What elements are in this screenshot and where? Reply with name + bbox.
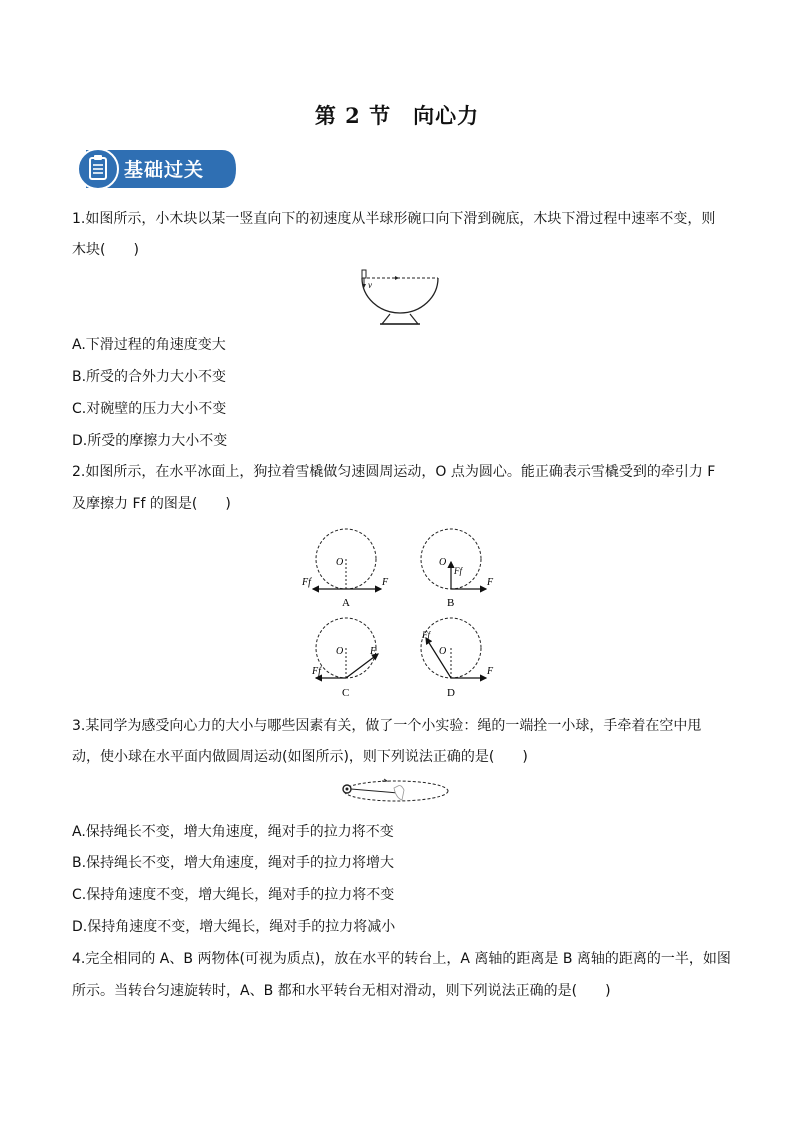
q2-d-center-label: O [439,646,447,657]
q2-b-center-label: O [439,557,447,568]
q2-b-ff-label: Ff [454,566,462,576]
q2-c-label: C [342,687,350,699]
q1-velocity-label: v [368,280,372,290]
q2-diagram-a [301,529,389,609]
q1-option-a: A.下滑过程的角速度变大 [72,337,226,353]
q2-a-f-label: F [382,577,389,588]
q2-b-label: B [447,597,455,609]
q3-option-d: D.保持角速度不变，增大绳长，绳对手的拉力将减小 [72,919,396,935]
q3-swing-figure [338,776,454,806]
q2-b-f-label: F [487,577,494,588]
q2-diagram-d [421,618,494,699]
q2-c-center-label: O [336,646,344,657]
q3-stem-line1: 3.某同学为感受向心力的大小与哪些因素有关，做了一个小实验：绳的一端拴一小球，手牵着在空中甩 [72,718,702,734]
q2-diagram-c [311,618,378,699]
q3-option-a: A.保持绳长不变，增大角速度，绳对手的拉力将不变 [72,824,394,840]
q2-a-ff-label: Ff [302,577,311,588]
q1-bowl-figure [356,268,444,330]
q1-option-b: B.所受的合外力大小不变 [72,369,227,385]
q2-c-ff-label: Ff [312,666,321,677]
q1-stem-line1: 1.如图所示，小木块以某一竖直向下的初速度从半球形碗口向下滑到碗底，木块下滑过程中速率不变，则 [72,211,716,227]
q2-a-center-label: O [336,557,344,568]
section-banner-label: 基础过关 [124,159,205,181]
q3-stem-line2: 动，使小球在水平面内做圆周运动(如图所示)，则下列说法正确的是( ) [72,749,528,765]
q2-stem-line1: 2.如图所示，在水平冰面上，狗拉着雪橇做匀速圆周运动，O 点为圆心。能正确表示雪橇受到的牵引力 F [72,464,716,480]
q2-d-f-label: F [487,666,494,677]
q3-option-b: B.保持绳长不变，增大角速度，绳对手的拉力将增大 [72,855,395,871]
q1-option-c: C.对碗壁的压力大小不变 [72,401,227,417]
q2-a-label: A [342,597,350,609]
q2-diagram-b [421,529,494,609]
q4-stem-line2: 所示。当转台匀速旋转时，A、B 都和水平转台无相对滑动，则下列说法正确的是( ) [72,983,611,999]
q2-d-ff-label: Ff [422,630,430,640]
q4-stem-line1: 4.完全相同的 A、B 两物体(可视为质点)，放在水平的转台上，A 离轴的距离是 B 离轴的距离的一半，如图 [72,951,731,967]
q2-c-f-label: F [370,646,377,657]
q1-stem-line2: 木块( ) [72,242,139,258]
q2-force-figure [296,524,506,702]
page-title: 第 2 节 向心力 [314,103,480,128]
q1-option-d: D.所受的摩擦力大小不变 [72,433,228,449]
q2-d-label: D [447,687,455,699]
q2-stem-line2: 及摩擦力 Ff 的图是( ) [72,496,231,512]
q3-option-c: C.保持角速度不变，增大绳长，绳对手的拉力将不变 [72,887,395,903]
